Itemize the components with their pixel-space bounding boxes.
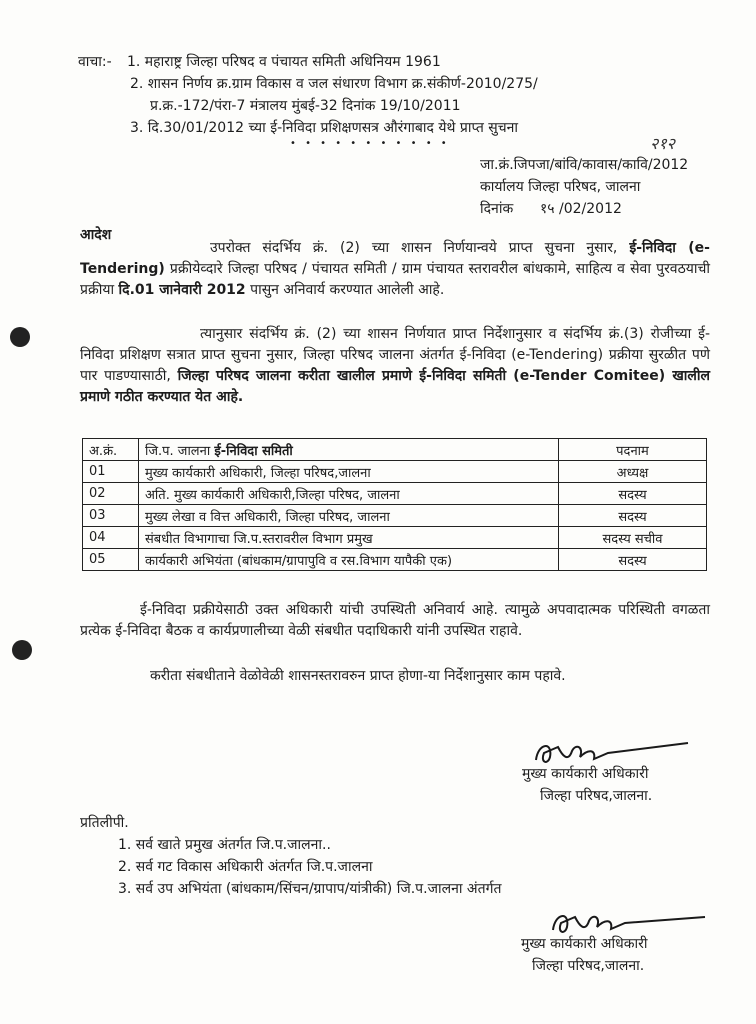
table-row (83, 483, 707, 505)
date-label: दिनांक (480, 201, 514, 217)
row-member: संबधीत विभागाचा जि.प.स्तरावरील विभाग प्रमुख (139, 527, 559, 549)
table-row (83, 461, 707, 483)
row-serial: 05 (83, 549, 139, 571)
row-member: मुख्य लेखा व वित्त अधिकारी, जिल्हा परिषद, जालना (139, 505, 559, 527)
para1-text-3: पासुन अनिवार्य करण्यात आलेली आहे. (245, 282, 445, 298)
row-serial: 03 (83, 505, 139, 527)
row-designation: सदस्य (559, 483, 707, 505)
copy-item-2: 2. सर्व गट विकास अधिकारी अंतर्गत जि.प.जालना (118, 859, 373, 875)
para1-bold-2: दि.01 जानेवारी 2012 (118, 282, 246, 298)
row-member: मुख्य कार्यकारी अधिकारी, जिल्हा परिषद,जालना (139, 461, 559, 483)
row-member: कार्यकारी अभियंता (बांधकाम/ग्रापापुवि व रस.विभाग यापैकी एक) (139, 549, 559, 571)
office-name: कार्यालय जिल्हा परिषद, जालना (480, 179, 641, 195)
attendance-paragraph: ई-निविदा प्रक्रीयेसाठी उक्त अधिकारी यांची उपस्थिती अनिवार्य आहे. त्यामुळे अपवादात्मक परिस्थिती वगळता प्रत्येक ई-निविदा बैठक व कार्यप्रणालीच्या वेळी संबधीत पदाधिकारी यांनी उपस्थित राहावे. (80, 602, 710, 639)
reference-item-2-cont: प्र.क्र.-172/पंरा-7 मंत्रालय मुंबई-32 दिनांक 19/10/2011 (150, 98, 461, 114)
header-committee-prefix: जि.प. जालना (145, 443, 215, 459)
header-designation: पदनाम (559, 439, 707, 461)
handwritten-number: २१२ (650, 134, 675, 153)
row-designation: सदस्य (559, 505, 707, 527)
order-paragraph-2 (80, 324, 710, 408)
punch-hole-top (10, 327, 30, 347)
copies-heading: प्रतिलीपी. (80, 815, 129, 831)
row-serial: 02 (83, 483, 139, 505)
copy-item-1: 1. सर्व खाते प्रमुख अंतर्गत जि.प.जालना.. (118, 837, 331, 853)
dotted-separator: • • • • • • • • • • • (290, 138, 450, 149)
table-header-row (83, 439, 707, 461)
instruction-paragraph: करीता संबधीताने वेळोवेळी शासनस्तरावरुन प्राप्त होणा-या निर्देशानुसार काम पहावे. (150, 668, 566, 684)
para2-bold-1: जिल्हा परिषद जालना करीता खालील प्रमाणे ई-निविदा समिती (e-Tender Comitee) खालील प्रमाणे गठीत करण्यात येत आहे. (80, 368, 711, 405)
signature-2-title: मुख्य कार्यकारी अधिकारी (521, 936, 648, 952)
table-row (83, 549, 707, 571)
reference-item-3: 3. दि.30/01/2012 च्या ई-निविदा प्रशिक्षणसत्र औरंगाबाद येथे प्राप्त सुचना (130, 120, 519, 136)
header-serial: अ.क्रं. (83, 439, 139, 461)
committee-table (82, 438, 707, 571)
reference-item-2: 2. शासन निर्णय क्र.ग्राम विकास व जल संधारण विभाग क्र.संकीर्ण-2010/275/ (130, 76, 538, 92)
header-committee (139, 439, 559, 461)
para1-text-2: प्रक्रीयेव्दारे जिल्हा परिषद / पंचायत समिती / ग्राम पंचायत स्तरावरील बांधकामे, साहित्य व सेवा पुरवठयाची प्रक्रीया (80, 261, 710, 298)
header-committee-bold: ई-निविदा समिती (214, 443, 293, 459)
outward-number: जा.क्रं.जिपजा/बांवि/कावास/कावि/2012 (480, 157, 689, 173)
table-row (83, 505, 707, 527)
signature-1-title: मुख्य कार्यकारी अधिकारी (522, 766, 649, 782)
row-serial: 04 (83, 527, 139, 549)
para1-text-1: उपरोक्त संदर्भिय क्रं. (2) च्या शासन निर्णयान्वये प्राप्त सुचना नुसार, (210, 240, 630, 256)
row-designation: सदस्य सचीव (559, 527, 707, 549)
date-value: १५ /02/2012 (540, 201, 622, 217)
row-designation: सदस्य (559, 549, 707, 571)
row-member: अति. मुख्य कार्यकारी अधिकारी,जिल्हा परिषद, जालना (139, 483, 559, 505)
signature-1-office: जिल्हा परिषद,जालना. (540, 788, 653, 804)
row-designation: अध्यक्ष (559, 461, 707, 483)
order-paragraph-1 (80, 238, 710, 301)
row-serial: 01 (83, 461, 139, 483)
table-row (83, 527, 707, 549)
reference-item-1: 1. महाराष्ट्र जिल्हा परिषद व पंचायत समिती अधिनियम 1961 (127, 54, 441, 70)
references-label: वाचा:- (78, 54, 112, 70)
signature-2-office: जिल्हा परिषद,जालना. (532, 958, 645, 974)
order-title: आदेश (80, 227, 112, 243)
para1-bold-1: ई-निविदा (e-Tendering) (80, 240, 710, 277)
punch-hole-bottom (12, 640, 32, 660)
para2-text-1: त्यानुसार संदर्भिय क्रं. (2) च्या शासन निर्णयात प्राप्त निर्देशानुसार व संदर्भिय क्रं.(3) रोजीच्या ई-निविदा प्रशिक्षण सत्रात प्राप्त सुचना नुसार, जिल्हा परिषद जालना अंतर्गत ई-निविदा (e-Tendering) प्रक्रीया सुरळीत पणे पार पाडण्यासाठी, (80, 326, 710, 384)
copy-item-3: 3. सर्व उप अभियंता (बांधकाम/सिंचन/ग्रापाप/यांत्रीकी) जि.प.जालना अंतर्गत (118, 881, 502, 897)
